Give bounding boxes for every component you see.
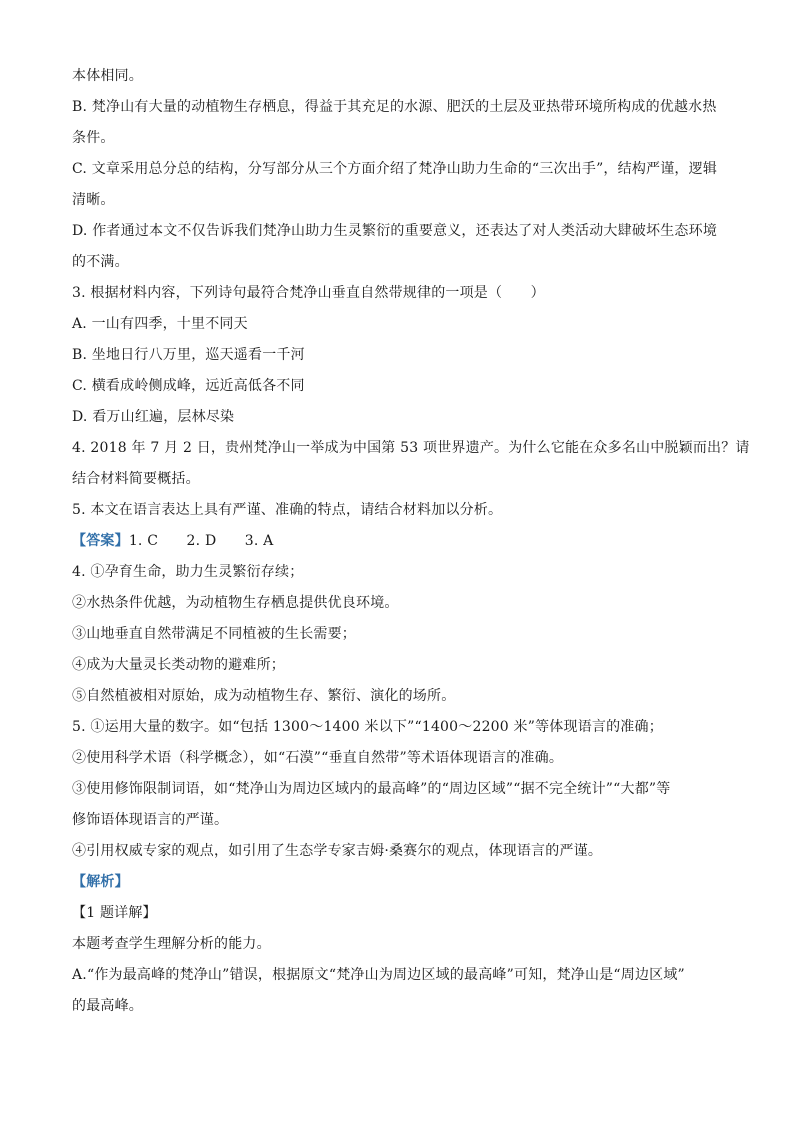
- answer-text: 1. C 2. D 3. A: [128, 533, 274, 549]
- text-line: 本题考查学生理解分析的能力。: [72, 936, 271, 952]
- q3-option-b: B. 坐地日行八万里，巡天遥看一千河: [72, 347, 305, 363]
- answer-5-item: ④引用权威专家的观点，如引用了生态学专家吉姆·桑赛尔的观点，体现语言的严谨。: [72, 843, 603, 859]
- text-line: 的最高峰。: [72, 998, 143, 1014]
- option-c-text: C. 文章采用总分总的结构，分写部分从三个方面介绍了梵净山助力生命的“三次出手”，结构严谨，逻辑: [72, 161, 718, 177]
- text-line: 本体相同。: [72, 68, 143, 84]
- answer-4-item: ④成为大量灵长类动物的避难所；: [72, 657, 285, 673]
- text-line: 结合材料简要概括。: [72, 471, 200, 487]
- answer-line: [72, 531, 273, 551]
- question-5: 5. 本文在语言表达上具有严谨、准确的特点，请结合材料加以分析。: [72, 502, 503, 518]
- text-line: 修饰语体现语言的严谨。: [72, 812, 229, 828]
- section-heading: 【1 题详解】: [72, 905, 157, 921]
- option-d-text: D. 作者通过本文不仅告诉我们梵净山助力生灵繁衍的重要意义，还表达了对人类活动大肆破坏生态环境: [72, 223, 718, 239]
- q3-option-c: C. 横看成岭侧成峰，远近高低各不同: [72, 378, 305, 394]
- text-line: 的不满。: [72, 254, 129, 270]
- q3-option-a: A. 一山有四季，十里不同天: [72, 316, 248, 332]
- analysis-label: 【解析】: [72, 874, 129, 890]
- answer-5-item: ②使用科学术语（科学概念），如“石漠”“垂直自然带”等术语体现语言的准确。: [72, 750, 564, 766]
- answer-4-item: ⑤自然植被相对原始，成为动植物生存、繁衍、演化的场所。: [72, 688, 456, 704]
- q3-option-d: D. 看万山红遍，层林尽染: [72, 409, 235, 425]
- question-4: 4. 2018 年 7 月 2 日，贵州梵净山一举成为中国第 53 项世界遗产。为什么它能在众多名山中脱颖而出？请: [72, 440, 750, 456]
- text-line: 清晰。: [72, 192, 115, 208]
- answer-4-item: ②水热条件优越，为动植物生存栖息提供优良环境。: [72, 595, 399, 611]
- answer-4-item: ③山地垂直自然带满足不同植被的生长需要；: [72, 626, 356, 642]
- explanation-a: A.“作为最高峰的梵净山”错误，根据原文“梵净山为周边区域的最高峰”可知，梵净山是“周边区域”: [72, 967, 685, 983]
- answer-5-item: 5. ①运用大量的数字。如“包括 1300～1400 米以下”“1400～2200 米”等体现语言的准确；: [72, 719, 663, 735]
- answer-label: 【答案】: [72, 533, 129, 549]
- text-line: 条件。: [72, 130, 115, 146]
- option-b-text: B. 梵净山有大量的动植物生存栖息，得益于其充足的水源、肥沃的土层及亚热带环境所构成的优越水热: [72, 99, 717, 115]
- answer-4-item: 4. ①孕育生命，助力生灵繁衍存续；: [72, 564, 304, 580]
- answer-5-item: ③使用修饰限制词语，如“梵净山为周边区域内的最高峰”的“周边区域”“据不完全统计”“大都”等: [72, 781, 671, 797]
- question-3: 3. 根据材料内容，下列诗句最符合梵净山垂直自然带规律的一项是（ ）: [72, 285, 545, 301]
